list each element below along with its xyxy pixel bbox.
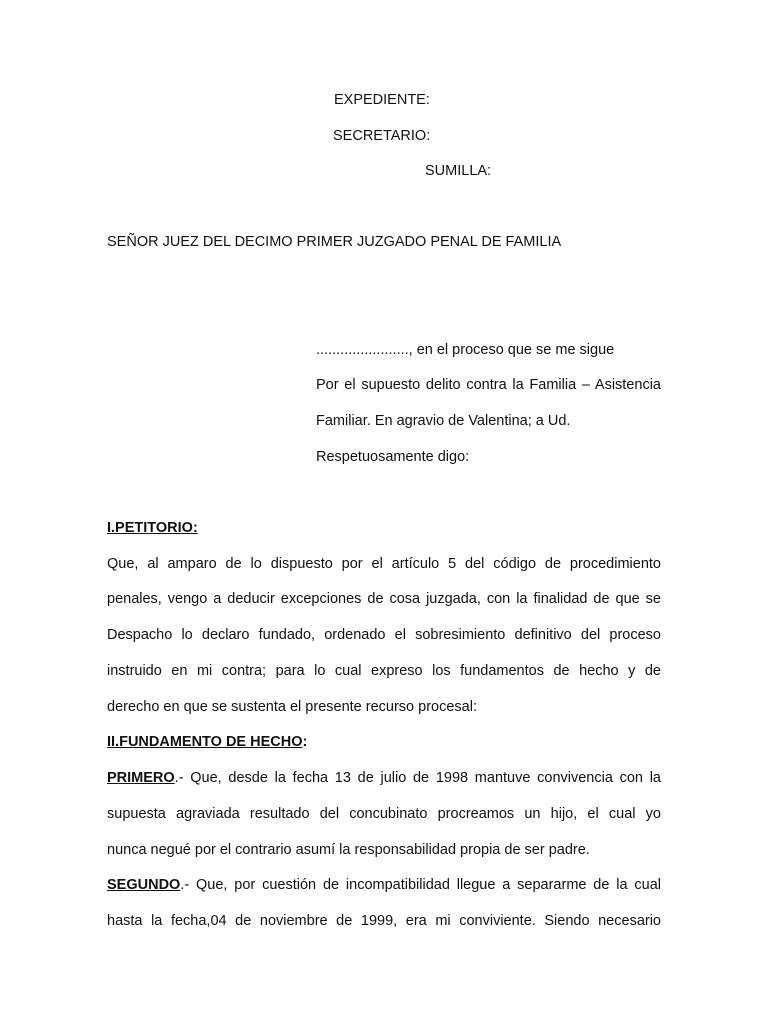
segundo-line-1-text: .- Que, por cuestión de incompatibilidad llegue a separarme de la cual bbox=[180, 877, 661, 893]
fundamento-heading-text: II.FUNDAMENTO DE HECHO bbox=[107, 734, 303, 750]
segundo-line-2: hasta la fecha,04 de noviembre de 1999, era mi conviviente. Siendo necesario bbox=[107, 913, 661, 929]
primero-label: PRIMERO bbox=[107, 770, 175, 786]
petitorio-line-2: penales, vengo a deducir excepciones de cosa juzgada, con la finalidad de que se bbox=[107, 591, 661, 607]
expediente-label: EXPEDIENTE: bbox=[334, 92, 430, 108]
segundo-label: SEGUNDO bbox=[107, 877, 181, 893]
petitorio-heading: I.PETITORIO: bbox=[107, 520, 198, 536]
petitorio-line-4: instruido en mi contra; para lo cual expreso los fundamentos de hecho y de bbox=[107, 663, 661, 679]
segundo-line-1 bbox=[107, 876, 661, 894]
petitorio-line-1: Que, al amparo de lo dispuesto por el artículo 5 del código de procedimiento bbox=[107, 556, 661, 572]
primero-line-2: supuesta agraviada resultado del concubinato procreamos un hijo, el cual yo bbox=[107, 806, 661, 822]
petitorio-line-5: derecho en que se sustenta el presente recurso procesal: bbox=[107, 699, 477, 715]
petitorio-line-3: Despacho lo declaro fundado, ordenado el sobresimiento definitivo del proceso bbox=[107, 627, 661, 643]
intro-line-1: ......................., en el proceso que se me sigue bbox=[316, 342, 615, 358]
primero-line-1 bbox=[107, 769, 661, 787]
intro-line-2: Por el supuesto delito contra la Familia – Asistencia bbox=[316, 377, 661, 393]
intro-line-3: Familiar. En agravio de Valentina; a Ud. bbox=[316, 413, 571, 429]
primero-line-1-text: .- Que, desde la fecha 13 de julio de 1998 mantuve convivencia con la bbox=[174, 770, 661, 786]
addressee-line: SEÑOR JUEZ DEL DECIMO PRIMER JUZGADO PENAL DE FAMILIA bbox=[107, 234, 562, 250]
primero-line-3: nunca negué por el contrario asumí la responsabilidad propia de ser padre. bbox=[107, 842, 590, 858]
intro-line-4: Respetuosamente digo: bbox=[316, 449, 470, 465]
sumilla-label: SUMILLA: bbox=[425, 163, 492, 179]
fundamento-heading bbox=[107, 733, 307, 751]
fundamento-heading-colon: : bbox=[302, 734, 308, 750]
secretario-label: SECRETARIO: bbox=[333, 128, 431, 144]
